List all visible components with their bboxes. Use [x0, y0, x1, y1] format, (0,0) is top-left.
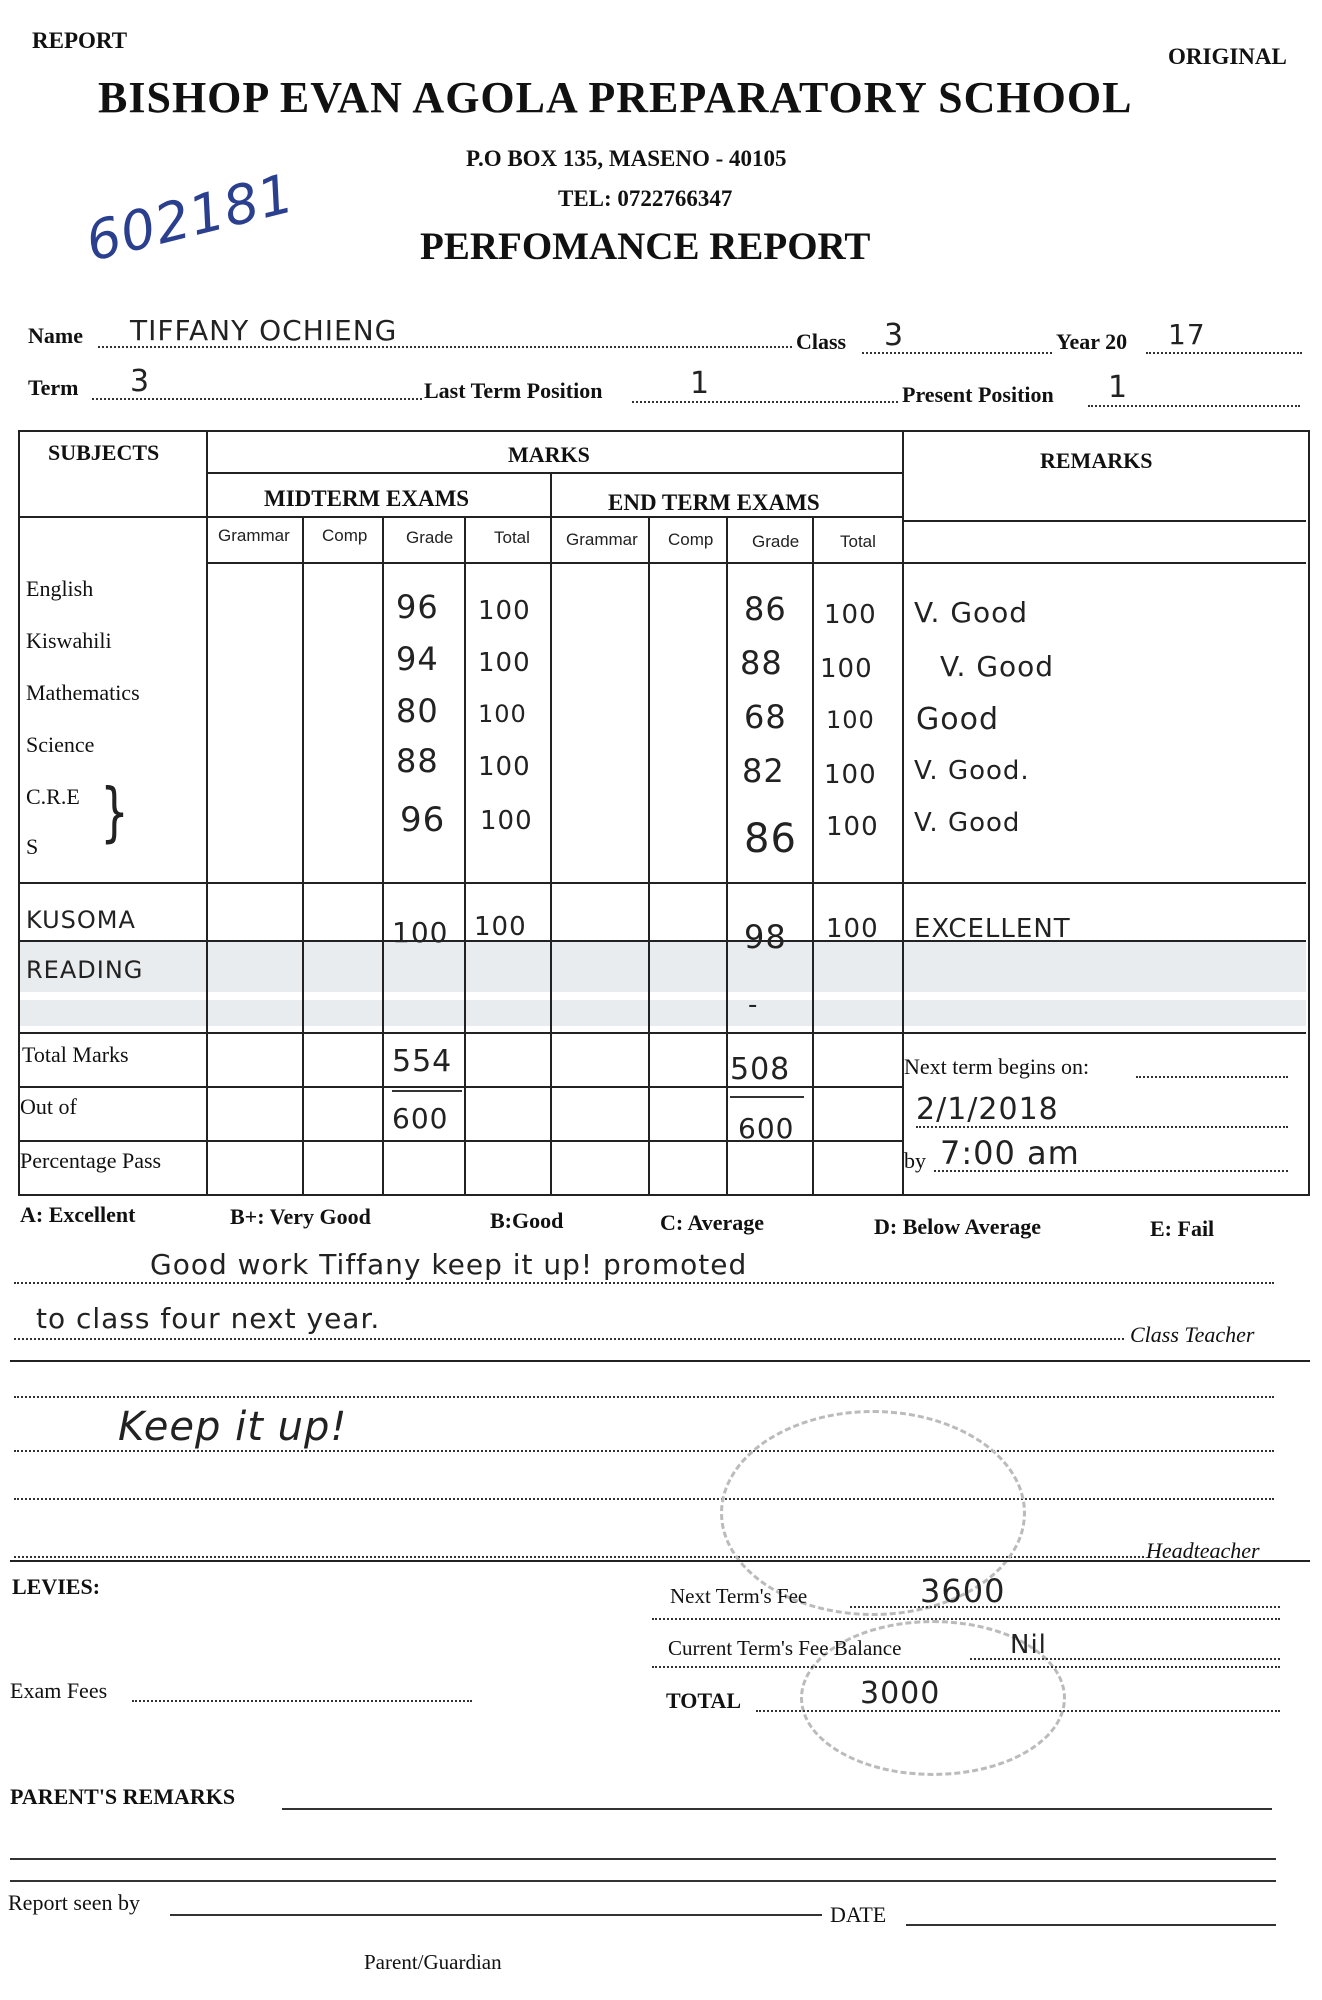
mid-grade: 88: [396, 742, 439, 780]
end-total: 100: [824, 600, 877, 630]
original-label: ORIGINAL: [1168, 44, 1287, 69]
total-marks-label: Total Marks: [22, 1042, 129, 1067]
endterm-header: END TERM EXAMS: [608, 490, 820, 515]
end-total: 100: [820, 654, 873, 684]
present-position-line: [1088, 405, 1300, 407]
subject-name: S: [26, 834, 39, 859]
exam-fees-line: [132, 1700, 472, 1702]
section-divider: [10, 1560, 1310, 1562]
mid-total: 100: [480, 806, 533, 836]
name-label: Name: [28, 323, 83, 348]
name-value: TIFFANY OCHIENG: [130, 314, 398, 347]
balance-value: Nil: [1010, 1630, 1047, 1660]
total-value: 3000: [860, 1676, 941, 1711]
headteacher-label: Headteacher: [1146, 1538, 1260, 1563]
report-seen-by-line: [170, 1914, 822, 1916]
subject-name: READING: [26, 956, 144, 984]
headteacher-comment: Keep it up!: [118, 1404, 348, 1450]
end-total: 100: [824, 760, 877, 790]
teacher-line-1: [14, 1282, 1274, 1284]
grade-key-item: D: Below Average: [874, 1214, 1041, 1239]
term-label: Term: [28, 375, 79, 400]
exam-fees-label: Exam Fees: [10, 1678, 108, 1703]
head-line-3: [14, 1498, 1274, 1500]
year-label: Year 20: [1056, 329, 1128, 354]
next-fee-line: [850, 1606, 1280, 1608]
by-time: 7:00 am: [940, 1134, 1080, 1172]
subject-remark: V. Good.: [914, 756, 1030, 786]
parent-remarks-line: [282, 1808, 1272, 1810]
table-line: [812, 516, 814, 1194]
table-line: [464, 516, 466, 1194]
head-line-2: [14, 1450, 1274, 1452]
subject-remark: V. Good: [914, 808, 1021, 838]
marks-header: MARKS: [508, 442, 590, 467]
table-line: [206, 430, 208, 1194]
head-line-1: [14, 1396, 1274, 1398]
mid-grade: 100: [392, 916, 449, 949]
last-position-value: 1: [690, 366, 711, 401]
end-grade: 88: [740, 644, 783, 682]
end-grade: 86: [744, 590, 787, 628]
subject-name: Mathematics: [26, 680, 140, 705]
end-total: 100: [826, 812, 879, 842]
end-grade: 68: [744, 698, 787, 736]
total-end: 508: [730, 1052, 791, 1087]
table-line: [382, 516, 384, 1194]
subject-name: C.R.E: [26, 784, 80, 809]
grade-key-item: A: Excellent: [20, 1202, 136, 1227]
sub-header: Comp: [322, 526, 368, 545]
next-fee-value: 3600: [920, 1572, 1006, 1610]
report-seen-by-label: Report seen by: [8, 1890, 140, 1915]
mid-total: 100: [478, 752, 531, 782]
remarks-header: REMARKS: [1040, 448, 1153, 473]
last-position-line: [632, 401, 898, 403]
mid-total: 100: [478, 700, 527, 728]
subject-remark: Good: [916, 702, 999, 737]
mid-grade: 80: [396, 692, 439, 730]
mid-total: 100: [474, 912, 527, 942]
table-line: [18, 882, 1306, 884]
grade-key-item: E: Fail: [1150, 1216, 1215, 1241]
sub-header: Total: [494, 528, 530, 547]
next-term-label: Next term begins on:: [904, 1054, 1090, 1079]
class-label: Class: [796, 329, 847, 354]
year-value: 17: [1168, 318, 1206, 351]
sub-header: Total: [840, 532, 876, 551]
total-line: [756, 1710, 1280, 1712]
fraction-line: [392, 1090, 462, 1092]
grade-key-item: C: Average: [660, 1210, 765, 1235]
table-line: [206, 562, 1306, 564]
percentage-label: Percentage Pass: [20, 1148, 162, 1173]
page-title: PERFOMANCE REPORT: [420, 225, 871, 268]
bracket-mark: }: [100, 776, 130, 850]
table-line: [18, 940, 1306, 942]
table-line: [648, 516, 650, 1194]
report-label: REPORT: [32, 28, 128, 53]
grade-key-item: B:Good: [490, 1208, 564, 1233]
fraction-line: [730, 1096, 804, 1098]
year-line: [1146, 352, 1302, 354]
end-total: 100: [826, 914, 879, 944]
table-line: [206, 472, 902, 474]
last-position-label: Last Term Position: [424, 378, 603, 403]
parent-remarks-line-2: [10, 1858, 1276, 1860]
school-address: P.O BOX 135, MASENO - 40105: [466, 146, 787, 171]
teacher-line-2: [14, 1338, 1124, 1340]
school-name: BISHOP EVAN AGOLA PREPARATORY SCHOOL: [98, 73, 1133, 122]
sub-header: Grade: [752, 532, 800, 551]
subject-remark: EXCELLENT: [914, 914, 1071, 944]
mid-grade: 96: [396, 588, 439, 626]
sub-header: Grammar: [566, 530, 638, 549]
subject-name: Science: [26, 732, 95, 757]
mid-total: 100: [478, 648, 531, 678]
section-divider: [10, 1360, 1310, 1362]
teacher-comment-line1: Good work Tiffany keep it up! promoted: [150, 1248, 748, 1281]
total-label: TOTAL: [666, 1688, 741, 1713]
next-term-date: 2/1/2018: [916, 1092, 1059, 1127]
total-mid: 554: [392, 1044, 453, 1079]
handwritten-number: 602181: [79, 161, 301, 274]
school-tel: TEL: 0722766347: [558, 186, 733, 211]
sub-header: Grammar: [218, 526, 290, 545]
class-teacher-label: Class Teacher: [1130, 1322, 1255, 1347]
subjects-header: SUBJECTS: [48, 440, 160, 465]
table-line: [18, 1032, 1306, 1034]
balance-label: Current Term's Fee Balance: [668, 1636, 902, 1660]
table-line: [302, 516, 304, 1194]
sub-header: Comp: [668, 530, 714, 549]
date-label: DATE: [830, 1902, 887, 1927]
midterm-header: MIDTERM EXAMS: [264, 486, 470, 511]
grade-key-item: B+: Very Good: [230, 1204, 371, 1229]
next-fee-label: Next Term's Fee: [670, 1584, 808, 1608]
end-total: 100: [826, 706, 875, 734]
end-grade: 86: [744, 816, 797, 862]
sub-header: Grade: [406, 528, 454, 547]
subject-name: Kiswahili: [26, 628, 112, 653]
teacher-comment-line2: to class four next year.: [36, 1302, 381, 1335]
subject-remark: V. Good: [940, 650, 1055, 683]
table-line: [18, 516, 904, 518]
out-of-label: Out of: [20, 1094, 77, 1119]
subject-name: KUSOMA: [26, 906, 136, 934]
table-border: [18, 430, 1310, 1196]
mid-grade: 96: [400, 800, 446, 840]
end-grade: 82: [742, 752, 785, 790]
parent-remarks-line-3: [10, 1880, 1276, 1882]
end-grade: 98: [744, 918, 787, 956]
subject-name: English: [26, 576, 94, 601]
parent-guardian-label: Parent/Guardian: [364, 1950, 502, 1974]
fee-line: [652, 1618, 1280, 1620]
present-position-label: Present Position: [902, 382, 1054, 407]
mid-grade: 94: [396, 640, 439, 678]
subject-remark: V. Good: [914, 596, 1029, 629]
end-grade: -: [748, 990, 759, 1020]
table-line: [902, 520, 1306, 522]
levies-label: LEVIES:: [12, 1574, 101, 1599]
mid-total: 100: [478, 596, 531, 626]
present-position-value: 1: [1108, 370, 1129, 405]
table-line: [726, 516, 728, 1194]
out-of-end: 600: [738, 1112, 795, 1145]
next-term-line: [1136, 1076, 1288, 1078]
by-label: by: [904, 1148, 926, 1173]
term-value: 3: [130, 364, 151, 399]
out-of-mid: 600: [392, 1102, 449, 1135]
date-line: [906, 1924, 1276, 1926]
parent-remarks-label: PARENT'S REMARKS: [10, 1784, 236, 1809]
fee-line: [652, 1666, 1280, 1668]
class-value: 3: [884, 318, 905, 353]
